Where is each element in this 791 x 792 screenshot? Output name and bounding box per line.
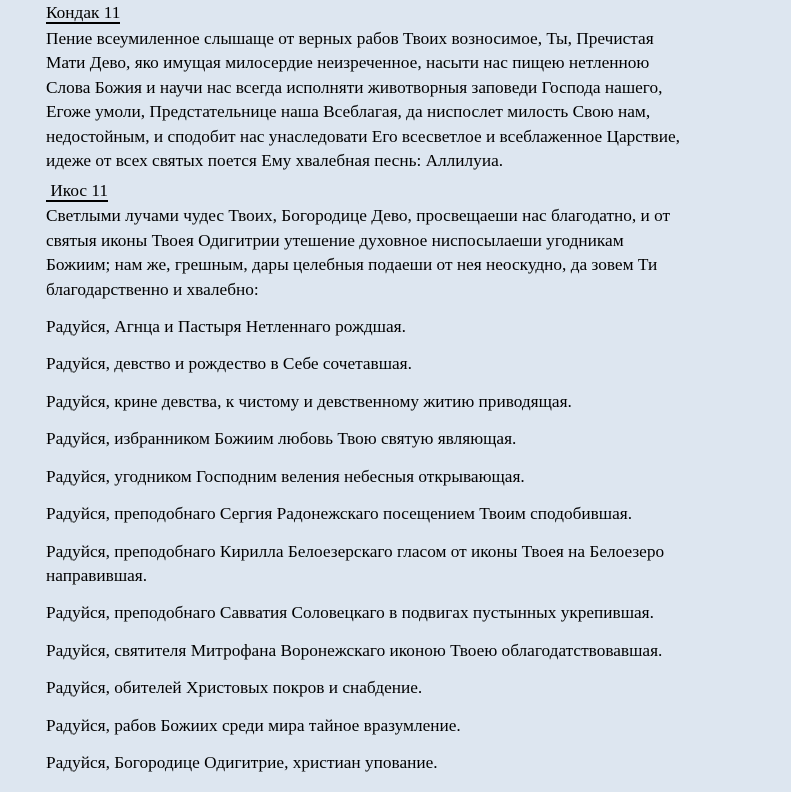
rejoice-line: Радуйся, девство и рождество в Себе сочетавшая. [46,354,412,374]
kondak-line: недостойным, и сподобит нас унаследовати Его всесветлое и всеблаженное Царствие, [46,126,680,146]
ikos-line: святыя иконы Твоея Одигитрии утешение духовное ниспосылаеши угодникам [46,230,624,250]
kondak-line: Мати Дево, яко имущая милосердие неизреченное, насыти нас пищею нетленною [46,53,650,73]
ikos-heading: Икос 11 [46,181,109,201]
kondak-line: идеже от всех святых поется Ему хвалебная песнь: Аллилуиа. [46,151,504,171]
rejoice-line: Радуйся, Богородице Одигитрие, христиан упование. [46,752,438,772]
rejoice-item [46,390,783,414]
rejoice-line: Радуйся, святителя Митрофана Воронежскаго иконою Твоею облагодатствовавшая. [46,640,663,660]
rejoice-item [46,601,783,625]
rejoice-item [46,540,783,589]
rejoice-line: Радуйся, преподобнаго Сергия Радонежскаго посещением Твоим сподобившая. [46,504,633,524]
rejoice-item [46,714,783,738]
ikos-line: Светлыми лучами чудес Твоих, Богородице Дево, просвещаеши нас благодатно, и от [46,206,671,226]
rejoice-line: Радуйся, преподобнаго Кирилла Белоезерскаго гласом от иконы Твоея на Белоезеро [46,541,665,561]
rejoice-item [46,352,783,376]
kondak-line: Пение всеумиленное слышаще от верных рабов Твоих возносимое, Ты, Пречистая [46,29,654,48]
rejoice-line: Радуйся, крине девства, к чистому и девственному житию приводящая. [46,391,572,411]
rejoice-line: Радуйся, преподобнаго Савватия Соловецкаго в подвигах пустынных укрепившая. [46,603,654,623]
rejoice-item [46,502,783,526]
rejoice-line: направившая. [46,565,148,585]
rejoice-line: Радуйся, избранником Божиим любовь Твою святую являющая. [46,429,517,449]
rejoice-item [46,315,783,339]
kondak-heading: Кондак 11 [46,3,121,22]
kondak-text [46,27,783,173]
ikos-line: Божиим; нам же, грешным, дары целебныя подаеши от нея неоскудно, да зовем Ти [46,255,658,275]
rejoice-item [46,639,783,663]
rejoice-line: Радуйся, обителей Христовых покров и снабдение. [46,678,423,698]
rejoice-item [46,427,783,451]
rejoice-item [46,465,783,489]
kondak-line: Егоже умоли, Предстательнице наша Всеблагая, да ниспослет милость Свою нам, [46,102,651,122]
rejoice-line: Радуйся, рабов Божиих среди мира тайное вразумление. [46,715,461,735]
rejoice-line: Радуйся, угодником Господним веления небесныя открывающая. [46,466,525,486]
kondak-line: Слова Божия и научи нас всегда исполняти животворныя заповеди Господа нашего, [46,77,663,97]
ikos-line: благодарственно и хвалебно: [46,279,259,299]
rejoice-line: Радуйся, Агнца и Пастыря Нетленнаго рождшая. [46,317,406,337]
rejoice-item [46,676,783,700]
rejoice-item [46,751,783,775]
ikos-text [46,204,783,302]
rejoice-list [46,315,783,775]
